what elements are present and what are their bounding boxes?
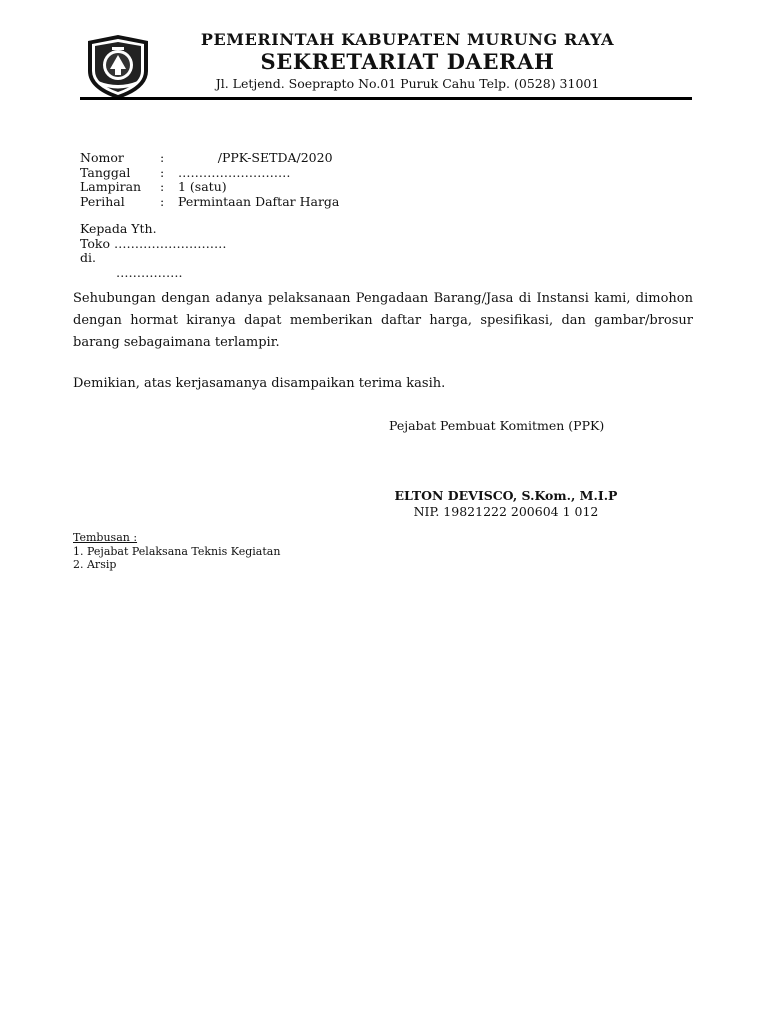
meta-nomor (80, 151, 339, 166)
meta-label: Perihal (80, 193, 125, 209)
letterhead-address: Jl. Letjend. Soeprapto No.01 Puruk Cahu Telp. (0528) 31001 (215, 76, 600, 91)
meta-label: Tanggal (80, 164, 131, 180)
regency-crest-icon (82, 33, 154, 101)
tembusan-item: 2. Arsip (73, 558, 117, 571)
meta-colon: : (160, 164, 165, 180)
addressee-kepada: Kepada Yth. (80, 221, 157, 236)
tembusan-title: Tembusan : (73, 531, 138, 544)
letterhead (160, 30, 655, 93)
signature-block (380, 488, 632, 520)
addressee-toko: Toko ……………………… (80, 235, 227, 251)
meta-colon: : (160, 150, 165, 165)
addressee-di: di. (80, 250, 96, 265)
closing-paragraph: Demikian, atas kerjasamanya disampaikan terima kasih. (73, 376, 446, 391)
letterhead-office: SEKRETARIAT DAERAH (260, 49, 555, 74)
tembusan (73, 531, 280, 572)
body-paragraph: Sehubungan dengan adanya pelaksanaan Pengadaan Barang/Jasa di Instansi kami, dimohon dengan hormat kiranya dapat memberikan daftar harga, spesifikasi, dan gambar/brosur barang sebagaimana terlampir. (73, 291, 693, 350)
tembusan-item: 1. Pejabat Pelaksana Teknis Kegiatan (73, 544, 281, 558)
signatory-name: ELTON DEVISCO, S.Kom., M.I.P (394, 488, 618, 503)
signatory-nip: NIP. 19821222 200604 1 012 (413, 504, 599, 519)
meta-label: Lampiran (80, 179, 142, 194)
letterhead-government: PEMERINTAH KABUPATEN MURUNG RAYA (200, 30, 615, 49)
meta-value: /PPK-SETDA/2020 (178, 150, 333, 165)
addressee-place: ……………. (116, 264, 183, 280)
meta-lampiran (80, 180, 339, 195)
addressee (80, 222, 226, 280)
meta-tanggal (80, 166, 339, 181)
meta-perihal (80, 195, 339, 210)
meta-value: Permintaan Daftar Harga (178, 193, 340, 209)
meta-colon: : (160, 179, 165, 194)
meta-colon: : (160, 193, 165, 209)
letterhead-divider (80, 97, 692, 100)
meta-value: ……………………… (178, 164, 291, 180)
meta-value: 1 (satu) (178, 179, 227, 194)
meta-label: Nomor (80, 150, 124, 165)
signature-title: Pejabat Pembuat Komitmen (PPK) (389, 418, 605, 433)
letter-meta (80, 151, 339, 209)
